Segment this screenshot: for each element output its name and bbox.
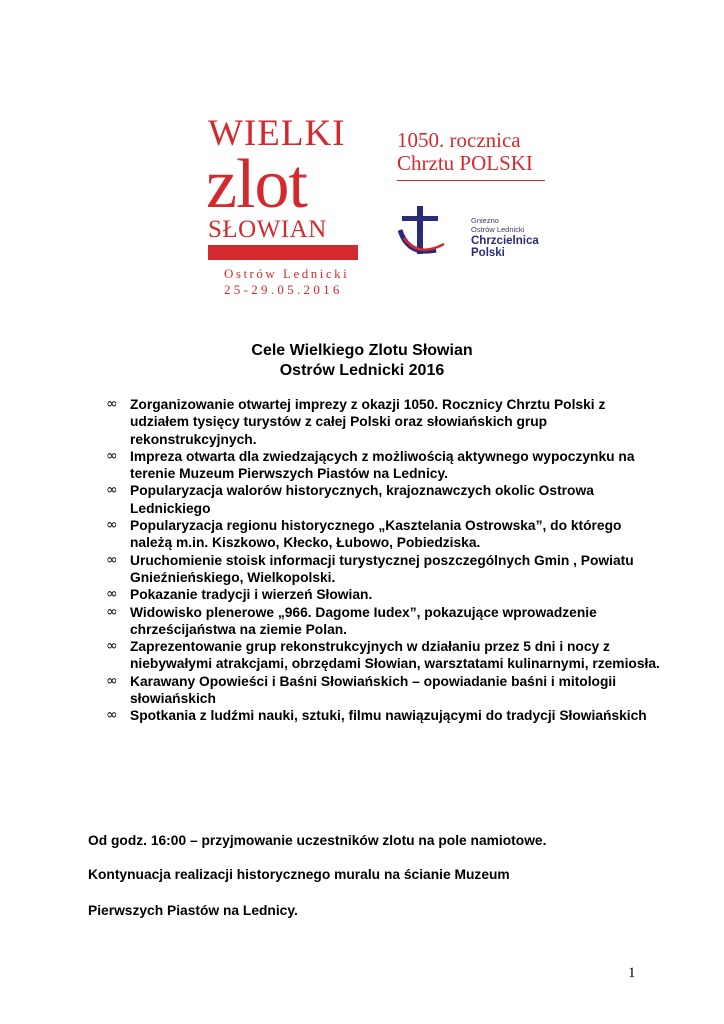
anniversary-divider (397, 180, 545, 181)
anniversary-line-2: Chrztu POLSKI (397, 151, 533, 175)
logo-title-zlot: zlot (206, 146, 307, 223)
list-item: ∞ Widowisko plenerowe „966. Dagome Iudex”, pokazujące wprowadzenie chrześcijaństwa na ziemie Polan. (106, 603, 597, 637)
infinity-bullet-icon: ∞ (106, 396, 118, 412)
infinity-bullet-icon: ∞ (106, 603, 118, 620)
logo-title-slowian: SŁOWIAN (208, 216, 327, 243)
font-label-polski: Polski (471, 247, 505, 259)
list-item: ∞ Pokazanie tradycji i wierzeń Słowian. (106, 586, 373, 603)
document-title: Cele Wielkiego Zlotu Słowian (251, 342, 473, 359)
list-item: ∞ Zorganizowanie otwartej imprezy z okazji 1050. Rocznicy Chrztu Polski z udziałem tysięcy turystów z całej Polski oraz słowiańskich grup rekonstrukcyjnych. (106, 396, 606, 447)
paragraph-tent-field: Od godz. 16:00 – przyjmowanie uczestników zlotu na pole namiotowe. (88, 833, 547, 848)
document-subtitle: Ostrów Lednicki 2016 (279, 362, 445, 379)
list-item: ∞ Impreza otwarta dla zwiedzających z możliwością aktywnego wypoczynku na terenie Muzeum Pierwszych Piastów na Lednicy. (106, 447, 635, 482)
list-item: ∞ Zaprezentowanie grup rekonstrukcyjnych w działaniu przez 5 dni i nocy z niebywałymi atrakcjami, obrzędami Słowian, warsztatami kulinarnymi, rzemiosła. (106, 638, 660, 672)
list-item: ∞ Popularyzacja walorów historycznych, krajoznawczych okolic Ostrowa Lednickiego (106, 482, 594, 516)
font-label-gniezno: Gniezno (471, 216, 499, 225)
infinity-bullet-icon: ∞ (106, 707, 118, 724)
infinity-bullet-icon: ∞ (106, 672, 118, 689)
anniversary-line-1: 1050. rocznica (397, 128, 521, 152)
list-item: ∞ Popularyzacja regionu historycznego „Kasztelania Ostrowska”, do którego należą m.in. Kiszkowo, Kłecko, Łubowo, Pobiedziska. (106, 517, 622, 551)
infinity-bullet-icon: ∞ (106, 551, 118, 568)
infinity-bullet-icon: ∞ (106, 517, 118, 534)
paragraph-mural-continued: Pierwszych Piastów na Lednicy. (88, 903, 298, 918)
infinity-bullet-icon: ∞ (106, 447, 118, 464)
infinity-bullet-icon: ∞ (106, 482, 118, 499)
anniversary-logo (368, 88, 582, 300)
list-item: ∞ Karawany Opowieści i Baśni Słowiańskich – opowiadanie baśni i mitologii słowiańskich (106, 672, 617, 707)
wielki-zlot-slowian-logo (208, 110, 364, 300)
list-item: ∞ Spotkania z ludźmi nauki, sztuki, filmu nawiązującymi do tradycji Słowiańskich (106, 707, 647, 724)
font-label-chrzcielnica: Chrzcielnica (471, 235, 539, 247)
font-label-ostrow: Ostrów Lednicki (471, 225, 525, 234)
cross-font-icon (398, 200, 450, 262)
paragraph-mural: Kontynuacja realizacji historycznego muralu na ścianie Muzeum (88, 867, 510, 882)
logo-place: Ostrów Lednicki (224, 266, 350, 281)
infinity-bullet-icon: ∞ (106, 638, 118, 655)
logo-date: 25-29.05.2016 (224, 282, 343, 297)
logo-red-bar (208, 245, 358, 260)
list-item: ∞ Uruchomienie stoisk informacji turystycznej poszczególnych Gmin , Powiatu Gnieźnieńskiego, Wielkopolski. (106, 551, 634, 585)
infinity-bullet-icon: ∞ (106, 586, 118, 603)
logo-title-wielki: WIELKI (208, 113, 346, 154)
page-number: 1 (628, 965, 636, 981)
goals-list (100, 396, 660, 725)
